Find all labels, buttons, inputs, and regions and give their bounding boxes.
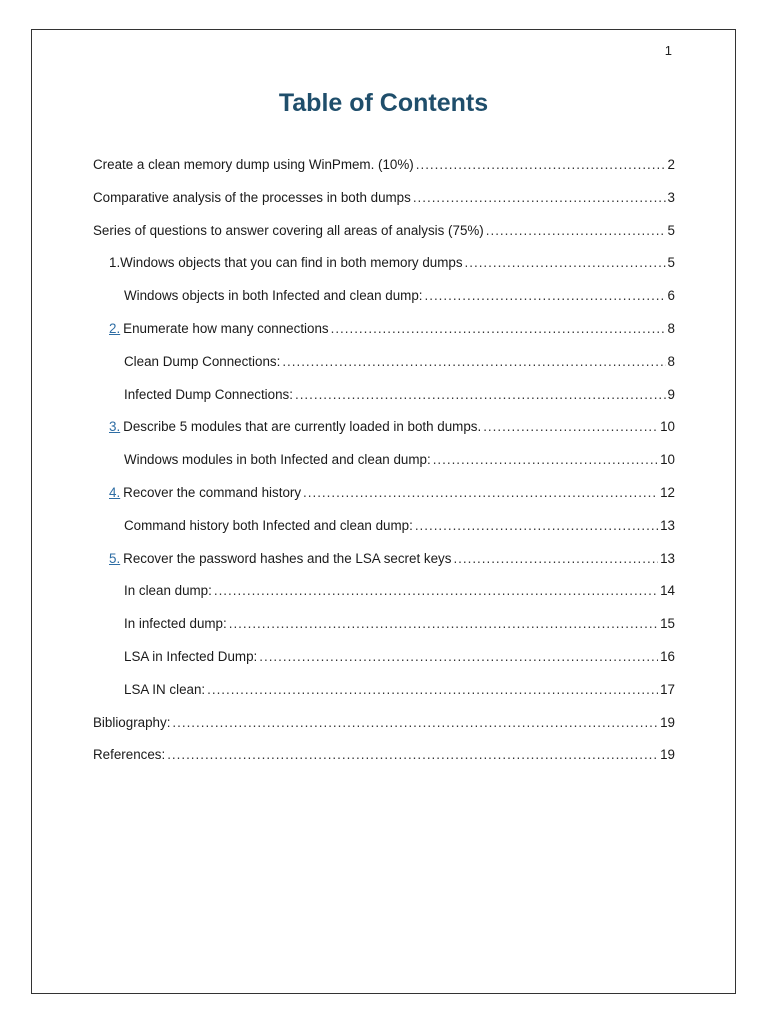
toc-entry[interactable]: [93, 313, 675, 346]
toc-dot-leader: [486, 215, 666, 248]
toc-entry-label: Infected Dump Connections:: [124, 386, 293, 402]
toc-dot-leader: [303, 477, 658, 510]
toc-dot-leader: [413, 182, 666, 215]
toc-dot-leader: [416, 149, 666, 182]
toc-entry-page-number: 13: [660, 550, 675, 566]
toc-dot-leader: [465, 247, 666, 280]
toc-entry-page-number: 19: [660, 747, 675, 763]
toc-entry-label: In clean dump:: [124, 583, 212, 599]
toc-dot-leader: [295, 379, 666, 412]
toc-entry-page-number: 16: [660, 648, 675, 664]
toc-dot-leader: [425, 280, 666, 313]
toc-entry-label: In infected dump:: [124, 616, 227, 632]
toc-entry[interactable]: [93, 215, 675, 248]
toc-entry[interactable]: [93, 477, 675, 510]
toc-dot-leader: [207, 674, 658, 707]
toc-entry-page-number: 15: [660, 616, 675, 632]
toc-entry-page-number: 8: [667, 320, 675, 336]
toc-entry-page-number: 10: [660, 452, 675, 468]
toc-entry-page-number: 5: [667, 222, 675, 238]
toc-entry-page-number: 8: [667, 353, 675, 369]
toc-entry-number-link[interactable]: 3.: [109, 419, 121, 435]
toc-entry[interactable]: [93, 510, 675, 543]
toc-dot-leader: [229, 608, 658, 641]
toc-dot-leader: [282, 346, 665, 379]
toc-entry[interactable]: [93, 674, 675, 707]
toc-entry-label: Clean Dump Connections:: [124, 353, 281, 369]
toc-entry-number-link[interactable]: 2.: [109, 320, 121, 336]
toc-entry[interactable]: [93, 411, 675, 444]
toc-entry-page-number: 17: [660, 681, 675, 697]
toc-entry-label: Windows objects in both Infected and clean dump:: [124, 288, 423, 304]
document-page: [31, 29, 736, 994]
toc-entry-label: Recover the password hashes and the LSA secret keys: [123, 550, 452, 566]
toc-entry[interactable]: [93, 641, 675, 674]
toc-entry-page-number: 5: [667, 255, 675, 271]
toc-list: [93, 149, 675, 772]
toc-dot-leader: [433, 444, 658, 477]
toc-entry-label: References:: [93, 747, 166, 763]
toc-entry-page-number: 12: [660, 484, 675, 500]
toc-dot-leader: [415, 510, 658, 543]
toc-entry-label: Describe 5 modules that are currently loaded in both dumps.: [123, 419, 482, 435]
toc-dot-leader: [214, 575, 658, 608]
toc-entry-page-number: 3: [667, 189, 675, 205]
toc-entry-page-number: 14: [660, 583, 675, 599]
toc-entry-page-number: 6: [667, 288, 675, 304]
toc-entry[interactable]: [93, 707, 675, 740]
toc-dot-leader: [483, 411, 658, 444]
toc-entry[interactable]: [93, 444, 675, 477]
toc-dot-leader: [167, 739, 658, 772]
toc-entry-label: Series of questions to answer covering all areas of analysis (75%): [93, 222, 484, 238]
toc-entry-label: Recover the command history: [123, 484, 302, 500]
toc-entry[interactable]: [93, 247, 675, 280]
toc-entry-number-link[interactable]: 5.: [109, 550, 121, 566]
toc-entry-label: Bibliography:: [93, 714, 171, 730]
toc-entry[interactable]: [93, 182, 675, 215]
toc-entry[interactable]: [93, 149, 675, 182]
toc-entry-label: Create a clean memory dump using WinPmem. (10%): [93, 157, 414, 172]
toc-dot-leader: [172, 707, 658, 740]
toc-entry-label: Enumerate how many connections: [123, 320, 329, 336]
toc-dot-leader: [331, 313, 666, 346]
toc-entry-page-number: 2: [667, 157, 675, 172]
toc-entry[interactable]: [93, 379, 675, 412]
toc-entry[interactable]: [93, 280, 675, 313]
toc-entry-label: 1.Windows objects that you can find in both memory dumps: [109, 255, 463, 271]
toc-title: Table of Contents: [278, 89, 489, 117]
toc-entry-label: LSA IN clean:: [124, 681, 206, 697]
toc-entry[interactable]: [93, 346, 675, 379]
toc-entry-page-number: 9: [667, 386, 675, 402]
toc-entry-number-link[interactable]: 4.: [109, 484, 121, 500]
toc-entry-label: Command history both Infected and clean dump:: [124, 517, 413, 533]
toc-entry-label: Windows modules in both Infected and clean dump:: [124, 452, 431, 468]
toc-entry[interactable]: [93, 575, 675, 608]
toc-entry[interactable]: [93, 739, 675, 772]
toc-dot-leader: [259, 641, 658, 674]
toc-entry[interactable]: [93, 608, 675, 641]
toc-entry[interactable]: [93, 543, 675, 576]
toc-entry-label: Comparative analysis of the processes in both dumps: [93, 189, 411, 205]
toc-entry-page-number: 19: [660, 714, 675, 730]
toc-entry-page-number: 13: [660, 517, 675, 533]
toc-entry-label: LSA in Infected Dump:: [124, 648, 258, 664]
page-number: 1: [664, 43, 672, 58]
toc-dot-leader: [453, 543, 658, 576]
toc-entry-page-number: 10: [660, 419, 675, 435]
